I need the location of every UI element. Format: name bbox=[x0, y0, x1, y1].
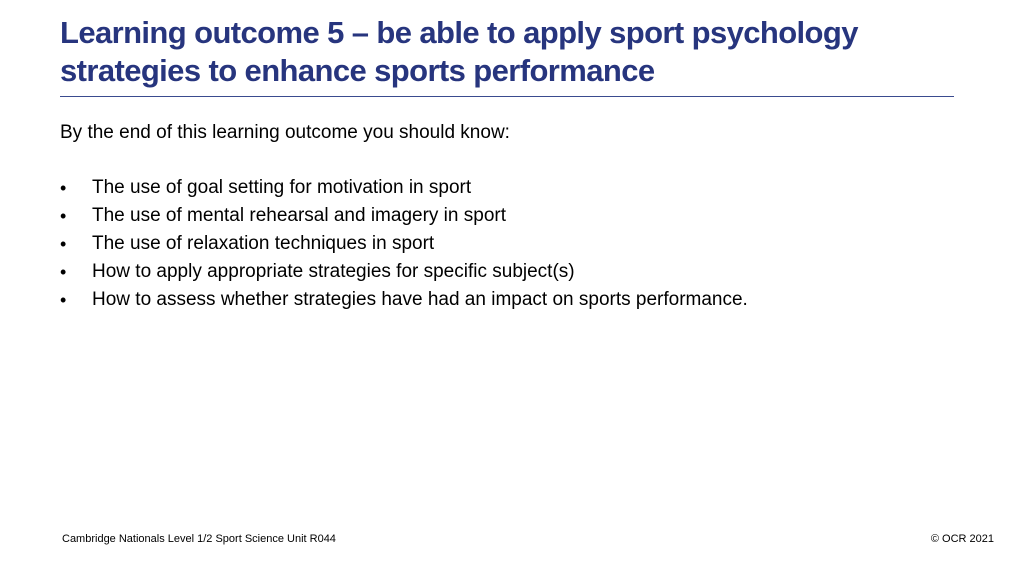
footer-copyright: © OCR 2021 bbox=[930, 533, 994, 545]
list-item-text: The use of mental rehearsal and imagery in sport bbox=[92, 205, 506, 226]
bullet-icon: • bbox=[60, 206, 67, 226]
list-item-text: How to apply appropriate strategies for specific subject(s) bbox=[92, 261, 575, 282]
title-divider bbox=[60, 96, 954, 97]
bullet-icon: • bbox=[60, 234, 67, 254]
list-item-text: The use of relaxation techniques in sport bbox=[92, 233, 435, 254]
intro-text: By the end of this learning outcome you should know: bbox=[60, 122, 510, 143]
bullet-icon: • bbox=[60, 290, 67, 310]
bullet-icon: • bbox=[60, 262, 67, 282]
footer-course-name: Cambridge Nationals Level 1/2 Sport Science Unit R044 bbox=[62, 533, 336, 545]
bullet-icon: • bbox=[60, 178, 67, 198]
slide-title-line-2: strategies to enhance sports performance bbox=[60, 53, 655, 88]
list-item-text: How to assess whether strategies have had an impact on sports performance. bbox=[92, 289, 748, 310]
slide-title bbox=[60, 14, 960, 90]
slide-title-line-1: Learning outcome 5 – be able to apply sport psychology bbox=[60, 15, 858, 50]
list-item-text: The use of goal setting for motivation in sport bbox=[92, 177, 472, 198]
